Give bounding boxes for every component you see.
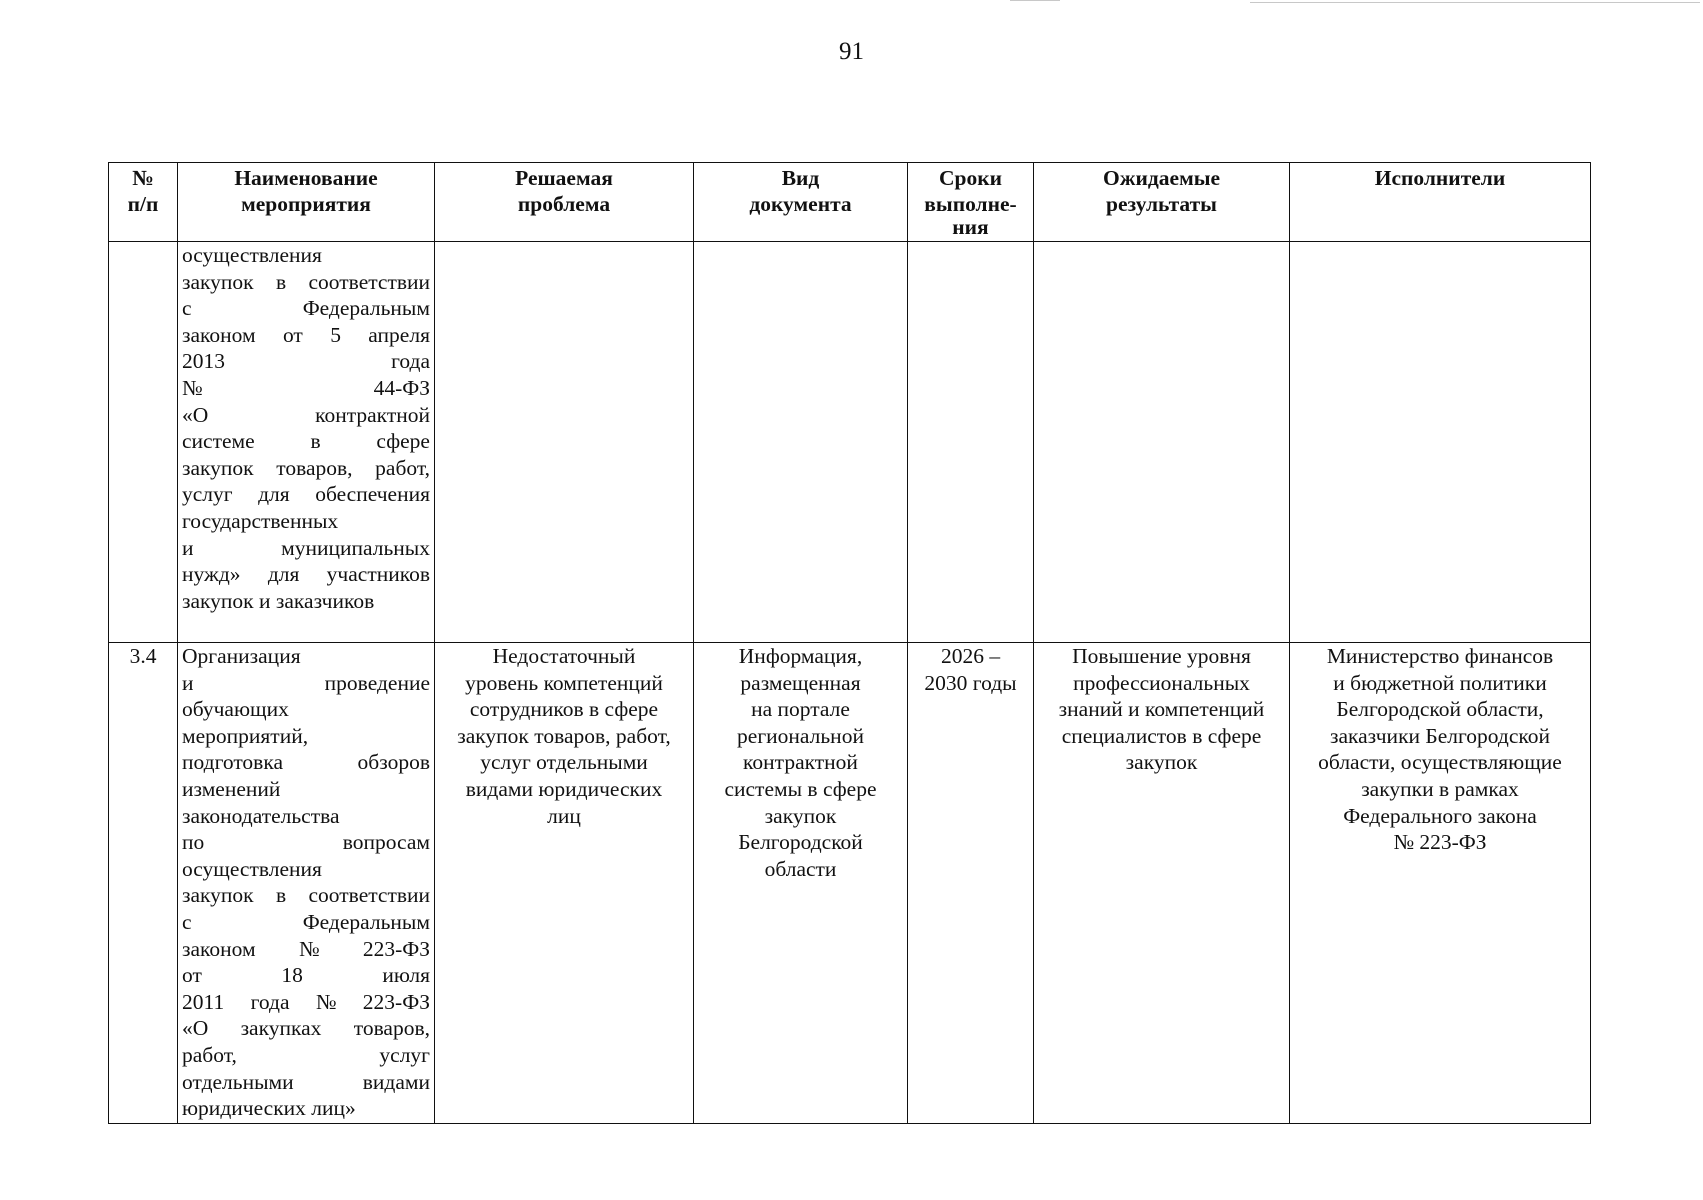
cell-text-line: системе в сфере [182,429,430,454]
cell-results [1034,242,1290,643]
cell-text-line: обучающих [182,697,289,722]
cell-text-line: уровень компетенций [465,670,663,695]
cell-text-line: и проведение [182,670,430,695]
cell-text-line: подготовка обзоров [182,750,430,775]
header-results-line: результаты [1106,192,1217,216]
cell-text-line: работ, услуг [182,1042,430,1067]
cell-text-line: мероприятий, [182,723,309,748]
header-terms-line: Сроки [938,166,1002,190]
cell-text-line: осуществления [182,856,322,881]
cell-problem [435,643,694,1124]
scan-line [1250,2,1700,3]
cell-text-line: закупок [764,803,837,828]
header-problem-line: Решаемая [515,166,613,190]
header-problem-line: проблема [517,192,611,216]
cell-text-line: по вопросам [182,830,430,855]
cell-text-line: закупок и заказчиков [182,588,375,613]
cell-text-line: услуг отдельными [480,750,648,775]
cell-terms [908,643,1034,1124]
cell-text-line: «О контрактной [182,402,430,427]
table-header-row [109,163,1591,242]
cell-text-line: 2013 года [182,349,430,374]
cell-text-line: размещенная [740,670,861,695]
cell-text-line: законом № 223-ФЗ [182,936,430,961]
cell-executors [1290,242,1591,643]
cell-text-line: изменений [182,776,281,801]
cell-text-line: закупок товаров, работ, [457,723,671,748]
header-name-line: мероприятия [241,192,371,216]
cell-text-line: области, осуществляющие [1318,750,1562,775]
cell-text-line: «О закупках товаров, [182,1016,430,1041]
cell-text-line: 2026 – [940,644,1001,668]
cell-text-line: с Федеральным [182,909,430,934]
cell-text-line: закупок [1125,750,1198,775]
header-name-line: Наименование [234,166,378,190]
cell-text-line: лиц [547,803,581,828]
cell-num: 3.4 [109,643,178,1124]
cell-text-line: юридических лиц» [182,1096,356,1121]
cell-text-line: государственных [182,508,339,533]
cell-text-line: и муниципальных [182,535,430,560]
cell-doc-type [694,242,908,643]
cell-text-line: профессиональных [1073,670,1250,695]
cell-text-line: осуществления [182,243,322,267]
cell-text-line: Белгородской [738,830,863,855]
header-problem [435,163,694,242]
cell-text-line: и бюджетной политики [1333,670,1547,695]
cell-text-line: № 223-ФЗ [1393,830,1487,855]
cell-executors [1290,643,1591,1124]
cell-doc-type [694,643,908,1124]
cell-text-line: закупок в соответствии [182,269,430,294]
cell-name [178,242,435,643]
cell-num [109,242,178,643]
header-executors-line: Исполнители [1374,166,1506,190]
header-doc-type [694,163,908,242]
cell-text-line: Недостаточный [492,644,636,668]
cell-text-line: от 18 июля [182,963,430,988]
cell-text-line: заказчики Белгородской [1329,723,1551,748]
table-row [109,643,1591,1124]
cell-text-line: системы в сфере [724,776,877,801]
cell-text-line: нужд» для участников [182,562,430,587]
header-terms-line: ния [952,215,989,239]
page-number: 91 [839,38,864,65]
header-num-line: № [132,166,154,190]
cell-text-line: с Федеральным [182,296,430,321]
cell-text-line: на портале [751,697,850,722]
cell-problem [435,242,694,643]
cell-text-line: специалистов в сфере [1061,723,1262,748]
header-results [1034,163,1290,242]
cell-name [178,643,435,1124]
cell-text-line: услуг для обеспечения [182,482,430,507]
header-terms-line: выполне- [924,192,1017,216]
cell-text-line: региональной [737,723,864,748]
header-terms [908,163,1034,242]
cell-text-line: Министерство финансов [1326,644,1554,668]
cell-text-line: Информация, [738,644,863,668]
cell-text-line: Белгородской области, [1336,697,1544,722]
scan-line [1010,0,1060,1]
header-name [178,163,435,242]
cell-text-line: № 44-ФЗ [182,375,430,400]
cell-text-line: Организация [182,644,301,668]
cell-text-line: законом от 5 апреля [182,322,430,347]
cell-text-line: Федерального закона [1343,803,1537,828]
header-doc-type-line: Вид [781,166,820,190]
header-results-line: Ожидаемые [1102,166,1221,190]
cell-text-line: контрактной [743,750,858,775]
table-row [109,242,1591,643]
cell-text-line: законодательства [182,803,340,828]
cell-text-line: отдельными видами [182,1069,430,1094]
cell-text-line: Повышение уровня [1072,644,1251,668]
cell-text-line: 2011 года № 223-ФЗ [182,989,430,1014]
header-num-line: п/п [127,192,159,216]
cell-text-line: 2030 годы [924,670,1017,695]
header-num [109,163,178,242]
cell-results [1034,643,1290,1124]
header-executors [1290,163,1591,242]
cell-text-line: знаний и компетенций [1058,697,1265,722]
cell-text-line: закупок товаров, работ, [182,455,430,480]
measures-table [108,162,1591,1124]
cell-terms [908,242,1034,643]
cell-text-line: сотрудников в сфере [469,697,659,722]
cell-text-line: закупки в рамках [1361,776,1519,801]
cell-text-line: видами юридических [465,776,663,801]
header-doc-type-line: документа [749,192,852,216]
cell-text-line: области [764,856,837,881]
cell-text-line: закупок в соответствии [182,883,430,908]
